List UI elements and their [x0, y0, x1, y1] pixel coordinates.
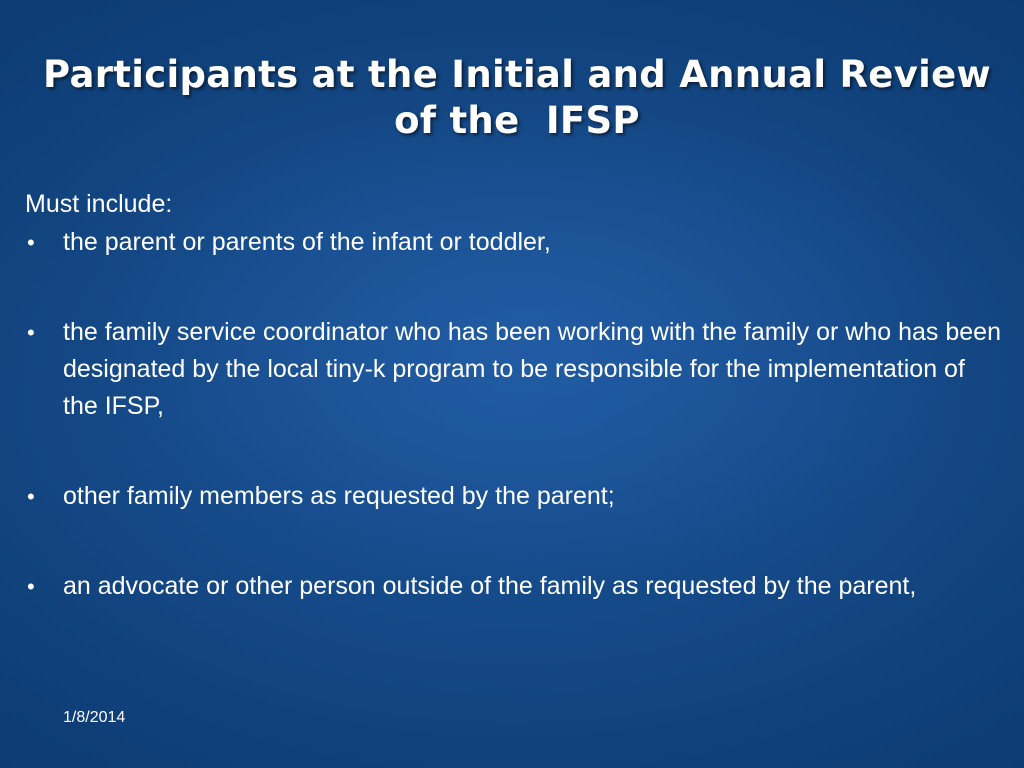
- bullet-item: [25, 224, 1005, 261]
- bullet-item: [25, 568, 1005, 605]
- slide-title-line-2: of the IFSP: [394, 99, 640, 142]
- bullet-list: [25, 224, 1005, 605]
- bullet-text: the parent or parents of the infant or toddler,: [63, 228, 551, 256]
- bullet-icon: •: [27, 574, 35, 599]
- bullet-text: the family service coordinator who has been working with the family or who has been designated by the local tiny-k program to be responsible for the implementation of the IFSP,: [63, 318, 1001, 420]
- bullet-icon: •: [27, 320, 35, 345]
- bullet-text: an advocate or other person outside of the family as requested by the parent,: [63, 572, 917, 600]
- bullet-icon: •: [27, 230, 35, 255]
- bullet-item: [25, 314, 1005, 425]
- slide-title: [20, 52, 1014, 144]
- bullet-item: [25, 478, 1005, 515]
- intro-text: Must include:: [25, 190, 173, 218]
- bullet-text: other family members as requested by the parent;: [63, 482, 615, 510]
- slide-body: [25, 186, 1005, 605]
- bullet-icon: •: [27, 484, 35, 509]
- footer-date: 1/8/2014: [63, 709, 126, 726]
- slide-title-line-1: Participants at the Initial and Annual Review: [43, 53, 991, 96]
